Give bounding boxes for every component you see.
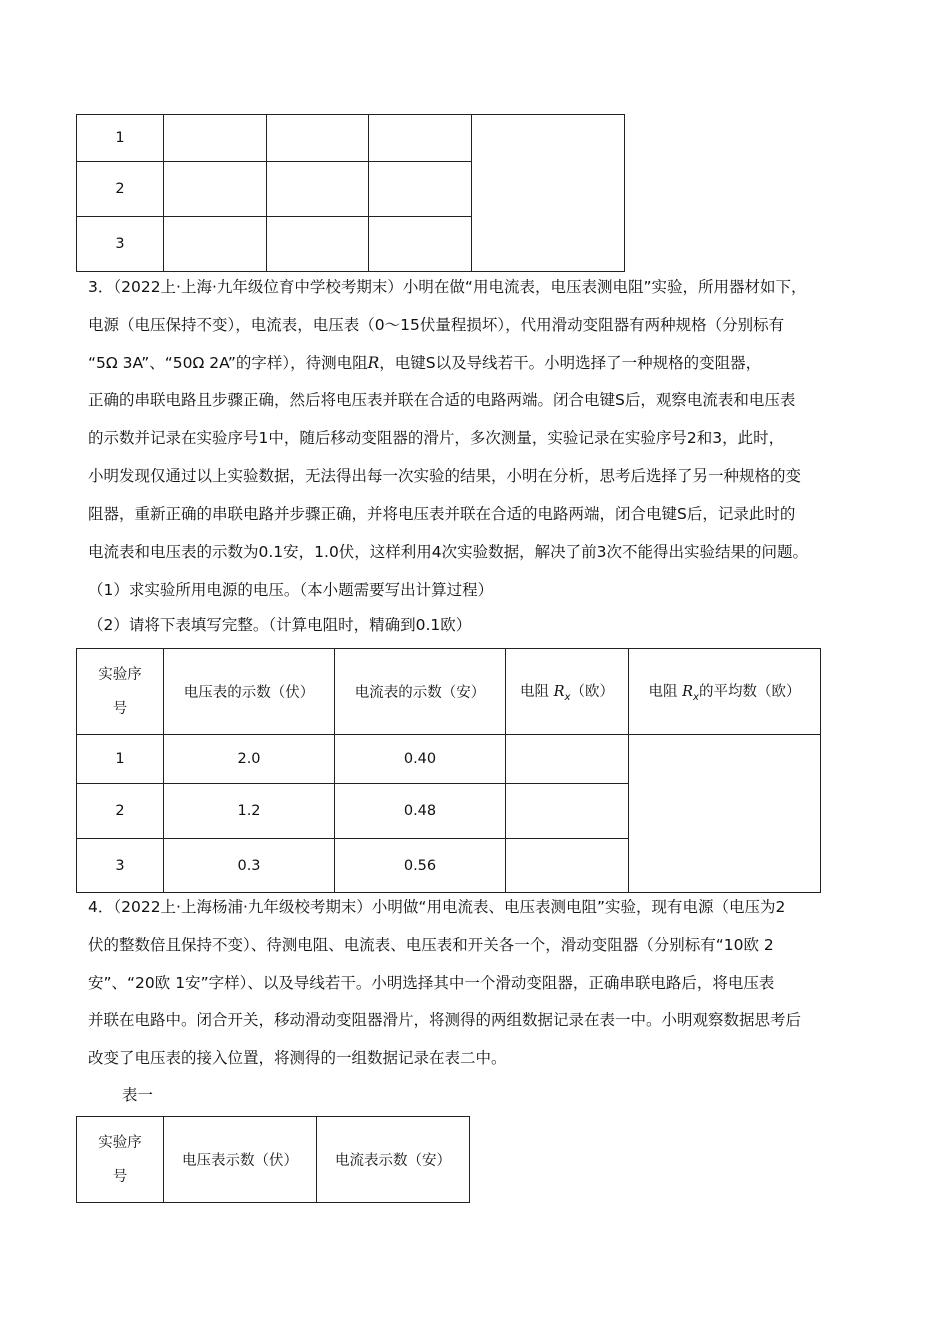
cell-resistance-average [629,735,821,893]
q4-line: 4．（2022上·上海杨浦·九年级校考期末）小明做“用电流表、电压表测电阻”实验，现有电源（电压为2 [88,898,786,916]
q4-line: 安”、“20欧 1安”字样）、以及导线若干。小明选择其中一个滑动变阻器，正确串联电路后，将电压表 [88,973,775,992]
cell-resistance [506,735,629,784]
cell-resistance [506,839,629,893]
table-cell [164,217,267,272]
table-row-seq: 2 [77,162,164,217]
header-resistance-average: 电阻 $R_x$的平均数（欧） [629,649,821,735]
q3-line: “5Ω 3A”、“50Ω 2A”的字样），待测电阻R，电键S以及导线若干。小明选择了一种规格的变阻器， [88,353,762,372]
q3-line: 阻器，重新正确的串联电路并步骤正确，并将电压表并联在合适的电路两端，闭合电键S后，记录此时的 [88,504,796,523]
q3-line: 小明发现仅通过以上实验数据，无法得出每一次实验的结果，小明在分析，思考后选择了另一种规格的变 [88,466,802,485]
top-results-table [76,114,625,272]
table-cell [164,115,267,162]
cell-voltage: 0.3 [164,839,335,893]
table-cell [267,115,369,162]
header-current: 电流表的示数（安） [335,649,506,735]
q3-subquestion-2: （2）请将下表填写完整。（计算电阻时，精确到0.1欧） [88,616,472,634]
table-cell [267,162,369,217]
table-cell [369,115,472,162]
cell-current: 0.48 [335,784,506,839]
table-row-seq: 1 [77,115,164,162]
table-cell [164,162,267,217]
table-cell [369,217,472,272]
table-row [77,735,821,784]
q4-line: 改变了电压表的接入位置，将测得的一组数据记录在表二中。 [88,1049,507,1068]
cell-current: 0.56 [335,839,506,893]
cell-resistance [506,784,629,839]
q3-line: 电源（电压保持不变），电流表，电压表（0～15伏量程损坏），代用滑动变阻器有两种规格（分别标有 [88,315,785,334]
table-row-seq: 3 [77,217,164,272]
q3-line: 电流表和电压表的示数为0.1安，1.0伏，这样利用4次实验数据，解决了前3次不能得出实验结果的问题。 [88,542,809,561]
q4-line: 伏的整数倍且保持不变）、待测电阻、电流表、电压表和开关各一个，滑动变阻器（分别标有“10欧 2 [88,935,774,954]
table-cell [369,162,472,217]
q3-subquestion-1: （1）求实验所用电源的电压。（本小题需要写出计算过程） [88,581,494,599]
header-seq: 实验序 号 [77,1117,164,1203]
cell-voltage: 1.2 [164,784,335,839]
header-current: 电流表示数（安） [317,1117,470,1203]
table-cell [267,217,369,272]
cell-seq: 3 [77,839,164,893]
question-3-text [88,269,878,571]
header-seq: 实验序 号 [77,649,164,735]
q4-line: 并联在电路中。闭合开关，移动滑动变阻器滑片，将测得的两组数据记录在表一中。小明观察数据思考后 [88,1011,802,1030]
header-voltage: 电压表示数（伏） [164,1117,317,1203]
question-4-text [88,889,878,1078]
header-resistance: 电阻 $R_x$（欧） [506,649,629,735]
q4-table-one [76,1116,470,1203]
q3-data-table [76,648,821,893]
cell-seq: 2 [77,784,164,839]
cell-seq: 1 [77,735,164,784]
table-caption: 表一 [122,1086,154,1104]
cell-current: 0.40 [335,735,506,784]
cell-voltage: 2.0 [164,735,335,784]
q3-line: 3．（2022上·上海·九年级位育中学校考期末）小明在做“用电流表，电压表测电阻”实验，所用器材如下， [88,278,807,296]
table-merged-cell [472,115,625,272]
q3-line: 正确的串联电路且步骤正确，然后将电压表并联在合适的电路两端。闭合电键S后，观察电流表和电压表 [88,391,796,410]
q3-line: 的示数并记录在实验序号1中，随后移动变阻器的滑片，多次测量，实验记录在实验序号2和3，此时， [88,429,785,448]
header-voltage: 电压表的示数（伏） [164,649,335,735]
